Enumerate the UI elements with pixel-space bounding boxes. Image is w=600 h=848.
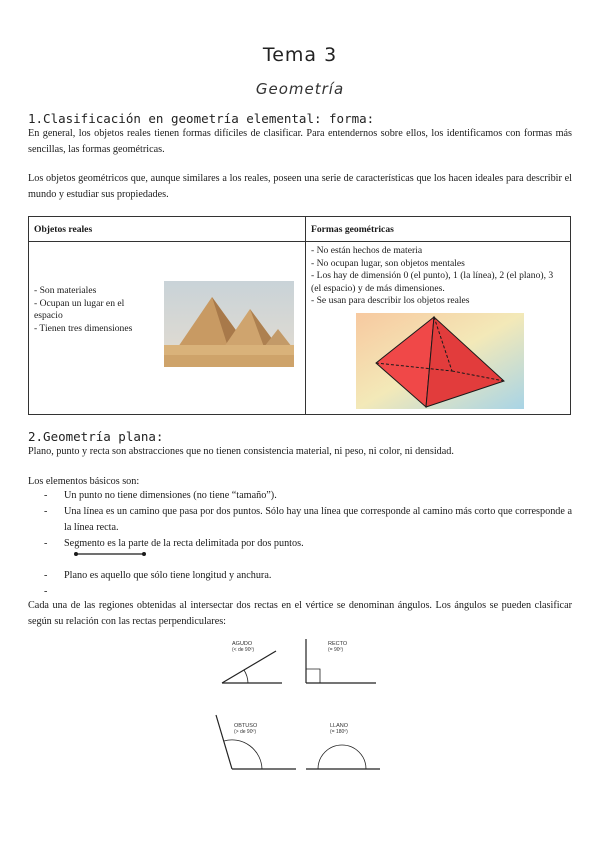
right-angle-label: RECTO — [328, 641, 348, 647]
pyramids-photo — [164, 281, 294, 367]
section-1-paragraph-2: Los objetos geométricos que, aunque similares a los reales, poseen una serie de características que los hacen ideales para describir el mundo y estudiar sus propiedades. — [28, 173, 572, 200]
section-2-paragraph-2: Los elementos básicos son: — [28, 476, 140, 487]
section-1-heading: 1.Clasificación en geometría elemental: forma: — [28, 111, 375, 126]
pyramid-illustration — [356, 313, 524, 409]
list-item: - Se usan para describir los objetos reales — [311, 295, 470, 306]
table-cell-real — [29, 242, 306, 415]
list-item: - Segmento es la parte de la recta delimitada por dos puntos. — [44, 538, 304, 549]
section-2-paragraph-3: Cada una de las regiones obtenidas al intersectar dos rectas en el vértice se denominan ángulos. Los ángulos se pueden clasificar según su relación con las rectas perpendiculares: — [28, 600, 572, 627]
list-item: - Son materiales — [34, 285, 97, 296]
page-title: Tema 3 — [262, 44, 338, 66]
list-item: - No están hechos de materia — [311, 245, 423, 256]
obtuse-angle-label: OBTUSO — [234, 723, 258, 729]
page-subtitle: Geometría — [255, 80, 345, 98]
list-item: - Un punto no tiene dimensiones (no tiene “tamaño”). — [44, 490, 277, 501]
table-header-real: Objetos reales — [29, 217, 306, 242]
real-list — [34, 285, 152, 335]
right-angle-desc: (= 90º) — [328, 647, 344, 653]
table-header-geometric: Formas geométricas — [306, 217, 571, 242]
straight-angle-desc: (= 180º) — [330, 729, 348, 735]
list-item: - Una línea es un camino que pasa por dos puntos. Sólo hay una línea que corresponde al camino más corto que corresponde a la línea recta. — [44, 506, 572, 533]
obtuse-angle-desc: (> de 90º) — [234, 729, 256, 735]
list-item: - Tienen tres dimensiones — [34, 322, 133, 334]
straight-angle-label: LLANO — [330, 723, 349, 729]
list-item: - Ocupan un lugar en el espacio — [34, 297, 125, 321]
geometric-list — [311, 245, 565, 308]
section-2-heading: 2.Geometría plana: — [28, 429, 164, 444]
acute-angle-figure — [222, 641, 282, 683]
right-angle-figure — [306, 639, 376, 683]
section-1-paragraph-1: En general, los objetos reales tienen formas difíciles de clasificar. Para entendernos sobre ellos, los identificamos con formas más sencillas, las formas geométricas. — [28, 128, 572, 155]
straight-angle-figure — [306, 723, 380, 769]
angle-diagrams — [210, 635, 390, 775]
segment-figure — [70, 548, 150, 560]
basic-elements-list — [44, 488, 572, 552]
plane-list: - Plano es aquello que sólo tiene longitud y anchura. - — [44, 568, 572, 584]
list-item: - No ocupan lugar, son objetos mentales — [311, 257, 465, 269]
acute-angle-desc: (< de 90º) — [232, 647, 254, 653]
list-item: - Los hay de dimensión 0 (el punto), 1 (la línea), 2 (el plano), 3 (el espacio) y de más dimensiones. — [311, 270, 554, 294]
acute-angle-label: AGUDO — [232, 641, 253, 647]
section-2-paragraph-1: Plano, punto y recta son abstracciones que no tienen consistencia material, ni peso, ni color, ni densidad. — [28, 446, 454, 457]
list-item: - Plano es aquello que sólo tiene longitud y anchura. — [44, 570, 272, 581]
table-cell-geometric — [306, 242, 571, 415]
comparison-table — [28, 216, 571, 415]
obtuse-angle-figure — [216, 715, 296, 769]
